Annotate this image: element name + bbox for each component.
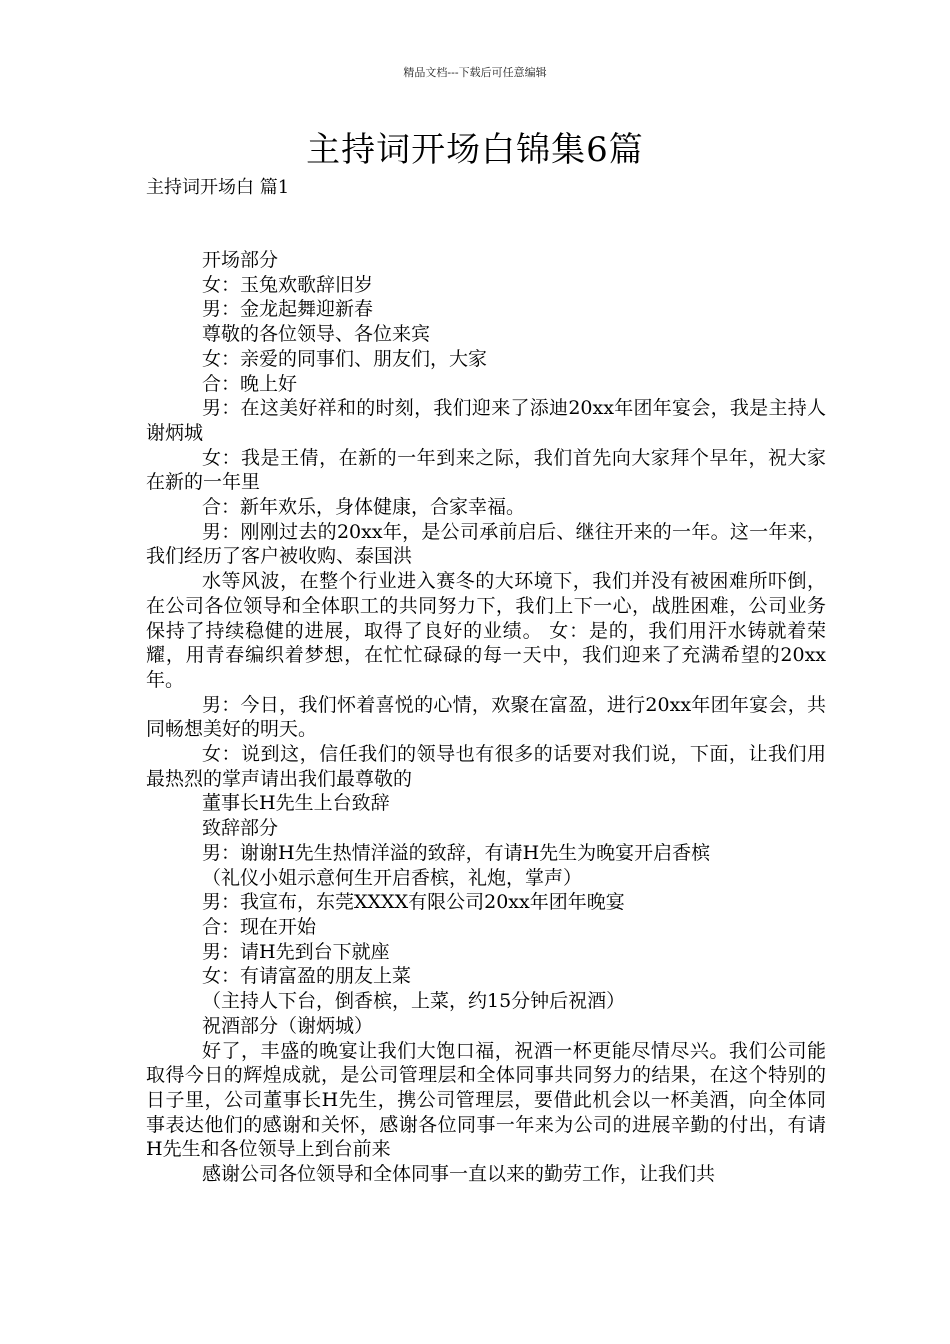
paragraph: （礼仪小姐示意何生开启香槟，礼炮，掌声） [202, 866, 583, 889]
paragraph: 感谢公司各位领导和全体同事一直以来的勤劳工作，让我们共 [202, 1163, 716, 1186]
paragraph: 女：玉兔欢歌辞旧岁 [202, 273, 374, 296]
paragraph: 合：现在开始 [202, 915, 317, 938]
paragraph: 女：有请富盈的朋友上菜 [202, 965, 412, 988]
paragraph: 男：我宣布，东莞XXXX有限公司20xx年团年晚宴 [202, 891, 625, 914]
paragraph: 尊敬的各位领导、各位来宾 [202, 323, 431, 346]
paragraph: 男：金龙起舞迎新春 [202, 298, 374, 321]
section-heading: 主持词开场白 篇1 [146, 177, 290, 198]
paragraph: 男：谢谢H先生热情洋溢的致辞，有请H先生为晚宴开启香槟 [202, 841, 711, 864]
paragraph: 合：晚上好 [202, 372, 298, 395]
paragraph: 女：亲爱的同事们、朋友们，大家 [202, 347, 488, 370]
paragraph: 祝酒部分（谢炳城） [202, 1014, 374, 1037]
document-title: 主持词开场白锦集6篇 [306, 130, 644, 170]
paragraph: （主持人下台，倒香槟，上菜，约15分钟后祝酒） [202, 990, 626, 1013]
paragraph: 好了，丰盛的晚宴让我们大饱口福，祝酒一杯更能尽情尽兴。我们公司能取得今日的辉煌成就，是公司管理层和全体同事共同努力的结果，在这个特别的日子里，公司董事长H先生，携公司管理层，要借此机会以一杯美酒，向全体同事表达他们的感谢和关怀，感谢各位同事一年来为公司的进展辛勤的付出，有请H先生和各位领导上到台前来 [146, 1039, 826, 1161]
document-body [146, 248, 826, 1187]
paragraph: 合：新年欢乐，身体健康，合家幸福。 [202, 496, 526, 519]
paragraph: 女：说到这，信任我们的领导也有很多的话要对我们说，下面，让我们用最热烈的掌声请出我们最尊敬的 [146, 743, 826, 790]
paragraph: 男：在这美好祥和的时刻，我们迎来了添迪20xx年团年宴会，我是主持人谢炳城 [146, 397, 826, 444]
page-header-note: 精品文档---下载后可任意编辑 [403, 66, 547, 79]
paragraph: 男：刚刚过去的20xx年，是公司承前启后、继往开来的一年。这一年来，我们经历了客户被收购、泰国洪 [146, 520, 826, 568]
paragraph: 水等风波，在整个行业进入赛冬的大环境下，我们并没有被困难所吓倒，在公司各位领导和全体职工的共同努力下，我们上下一心，战胜困难，公司业务保持了持续稳健的进展，取得了良好的业绩。 女：是的，我们用汗水铸就着荣耀，用青春编织着梦想，在忙忙碌碌的每一天中，我们迎来了充满希望的20xx年。 [146, 570, 826, 691]
paragraph: 董事长H先生上台致辞 [202, 792, 390, 815]
paragraph: 男：今日，我们怀着喜悦的心情，欢聚在富盈，进行20xx年团年宴会，共同畅想美好的明天。 [146, 693, 826, 741]
paragraph: 致辞部分 [202, 817, 279, 840]
paragraph: 男：请H先到台下就座 [202, 940, 390, 963]
paragraph: 女：我是王倩，在新的一年到来之际，我们首先向大家拜个早年，祝大家在新的一年里 [146, 446, 826, 494]
paragraph: 开场部分 [202, 249, 279, 271]
